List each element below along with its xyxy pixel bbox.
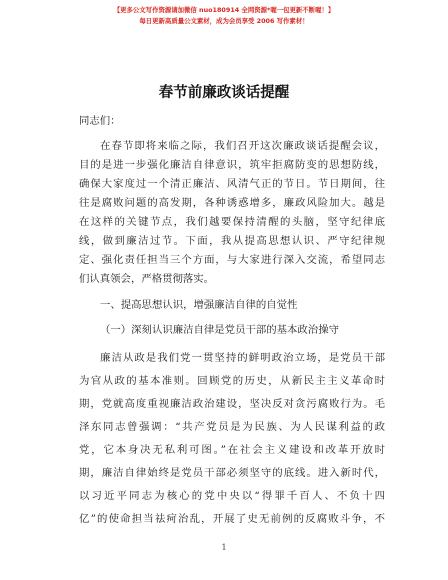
intro-line: 确保大家度过一个清正廉洁、风清气正的节日。节日期间，往	[79, 178, 385, 190]
body-line: 亿”的使命担当祛疴治乱，开展了史无前例的反腐败斗争，不	[79, 513, 385, 525]
intro-line: 在这样的关键节点，我们越要保持清醒的头脑，坚守纪律底	[79, 216, 385, 228]
intro-line: 定、强化责任担当三个方面，与大家进行深入交流，希望同志	[79, 254, 385, 266]
promo-banner-line-2: 每日更新高质量公文素材，成为会员享受 2006 写作素材！	[139, 17, 309, 25]
body-line: 党，它本身决无私利可图。”在社会主义建设和改革开放时	[79, 444, 385, 456]
intro-line: 线，做到廉洁过节。下面，我从提高思想认识、严守纪律规	[79, 235, 385, 247]
body-line: 以习近平同志为核心的党中央以“得罪千百人、不负十四	[79, 490, 385, 502]
page-number: 1	[221, 543, 227, 552]
document-title: 春节前廉政谈话提醒	[158, 85, 290, 101]
section-heading: 一、提高思想认识，增强廉洁自律的自觉性	[100, 299, 298, 311]
promo-banner-line-1: 【更多公文写作资源请加微信 nuo180914 全网资源*喔一包更新不断喔！】	[113, 6, 335, 14]
intro-line: 目的是进一步强化廉洁自律意识，筑牢拒腐防变的思想防线，	[79, 159, 385, 171]
intro-line: 往是腐败问题的高发期，各种诱惑增多，廉政风险加大。越是	[79, 197, 385, 209]
salutation: 同志们：	[79, 115, 121, 127]
body-line: 泽东同志曾强调：“共产党员是为民族、为人民谋利益的政	[79, 421, 385, 433]
body-line: 廉洁从政是我们党一贯坚持的鲜明政治立场，是党员干部	[100, 352, 385, 364]
body-line: 为官从政的基本准则。回顾党的历史，从新民主主义革命时	[79, 375, 385, 387]
intro-line: 们认真领会，严格贯彻落实。	[79, 273, 215, 285]
intro-line: 在春节即将来临之际，我们召开这次廉政谈话提醒会议，	[100, 140, 385, 152]
body-line: 期，廉洁自律始终是党员干部必须坚守的底线。进入新时代，	[79, 467, 385, 479]
subsection-heading: （一）深刻认识廉洁自律是党员干部的基本政治操守	[100, 324, 339, 336]
body-line: 期，党就高度重视廉洁政治建设，坚决反对贪污腐败行为。毛	[79, 398, 385, 410]
